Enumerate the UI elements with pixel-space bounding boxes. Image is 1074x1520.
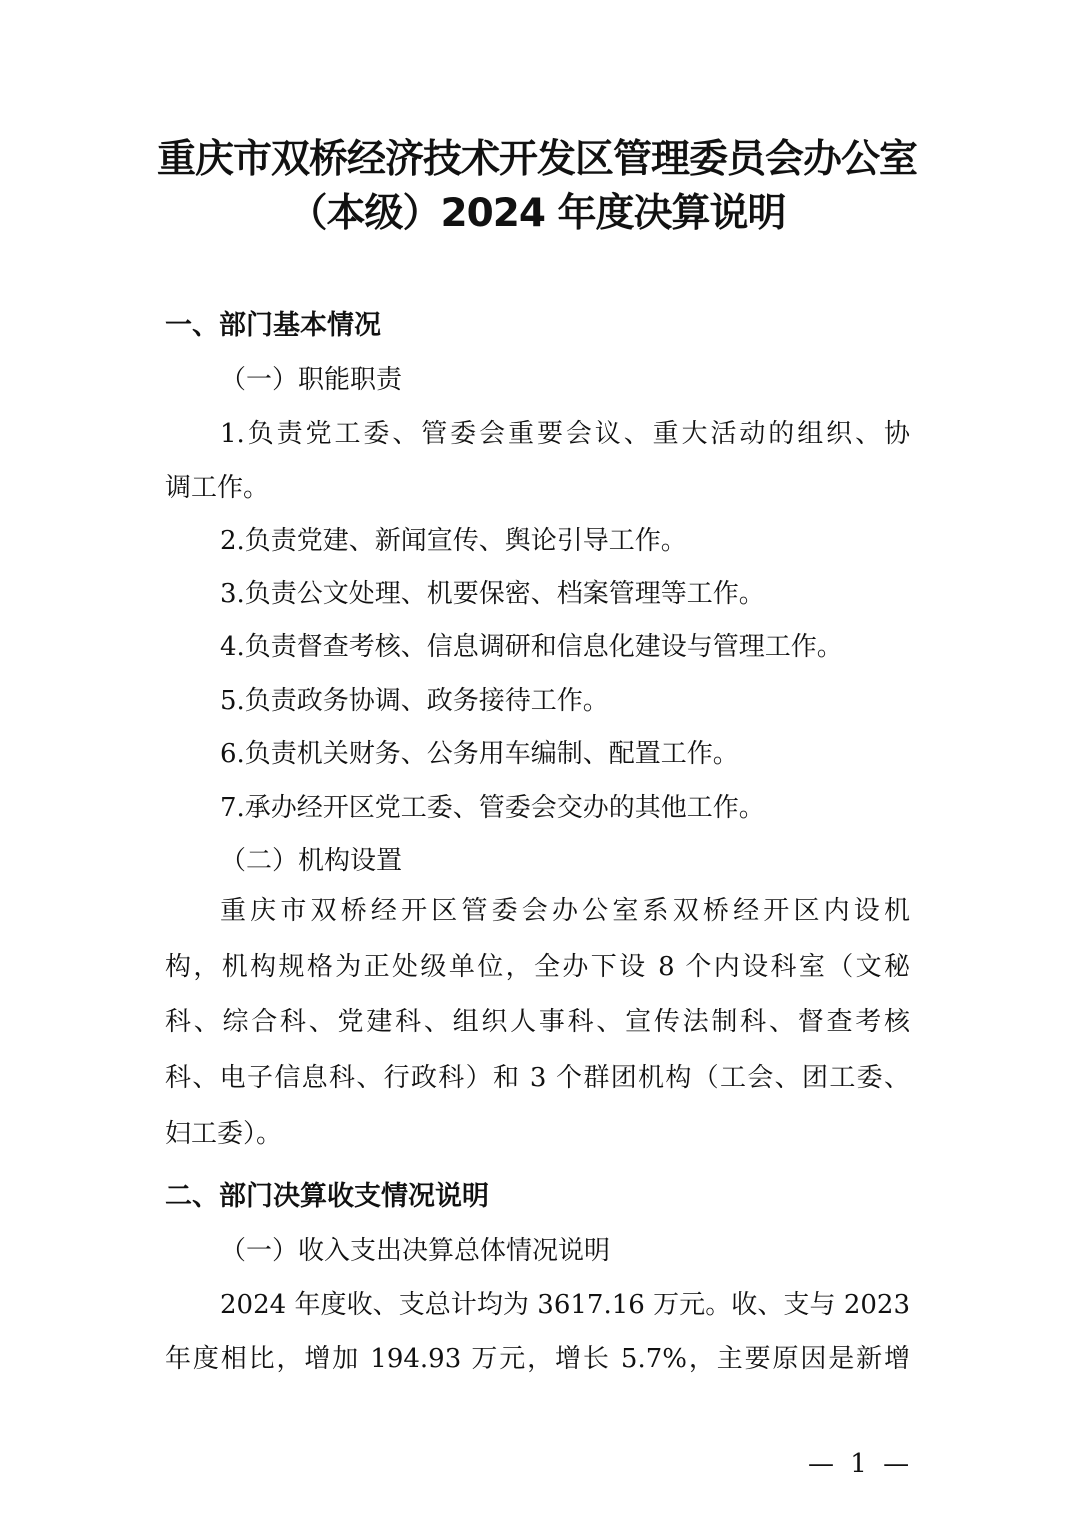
- subsection-heading-functions: （一）职能职责: [220, 365, 403, 395]
- paragraph-line: 7.承办经开区党工委、管委会交办的其他工作。: [220, 793, 765, 823]
- subsection-heading-overall: （一）收入支出决算总体情况说明: [220, 1236, 611, 1266]
- subsection-heading-organization: （二）机构设置: [220, 846, 403, 876]
- paragraph-line: 科、综合科、党建科、组织人事科、宣传法制科、督查考核: [165, 1007, 910, 1037]
- paragraph-line: 1.负责党工委、管委会重要会议、重大活动的组织、协: [220, 419, 910, 449]
- paragraph-line: 调工作。: [165, 473, 270, 503]
- section-heading-budget: 二、部门决算收支情况说明: [165, 1181, 489, 1212]
- paragraph-line: 构，机构规格为正处级单位，全办下设 8 个内设科室（文秘: [165, 952, 910, 982]
- paragraph-line: 3.负责公文处理、机要保密、档案管理等工作。: [220, 579, 765, 609]
- paragraph-line: 5.负责政务协调、政务接待工作。: [220, 686, 609, 716]
- paragraph-line: 4.负责督查考核、信息调研和信息化建设与管理工作。: [220, 632, 843, 662]
- page-number: — 1 —: [808, 1449, 914, 1479]
- document-title-line-1: 重庆市双桥经济技术开发区管理委员会办公室: [156, 137, 917, 182]
- paragraph-line: 2.负责党建、新闻宣传、舆论引导工作。: [220, 526, 687, 556]
- paragraph-line: 6.负责机关财务、公务用车编制、配置工作。: [220, 739, 739, 769]
- section-heading-basic-info: 一、部门基本情况: [165, 310, 381, 341]
- document-title-line-2: （本级）2024 年度决算说明: [288, 191, 786, 236]
- paragraph-line: 年度相比，增加 194.93 万元，增长 5.7%，主要原因是新增: [165, 1344, 910, 1374]
- paragraph-line: 重庆市双桥经开区管委会办公室系双桥经开区内设机: [220, 896, 910, 926]
- paragraph-line: 2024 年度收、支总计均为 3617.16 万元。收、支与 2023: [220, 1290, 910, 1320]
- paragraph-line: 妇工委）。: [165, 1119, 283, 1149]
- paragraph-line: 科、电子信息科、行政科）和 3 个群团机构（工会、团工委、: [165, 1063, 910, 1093]
